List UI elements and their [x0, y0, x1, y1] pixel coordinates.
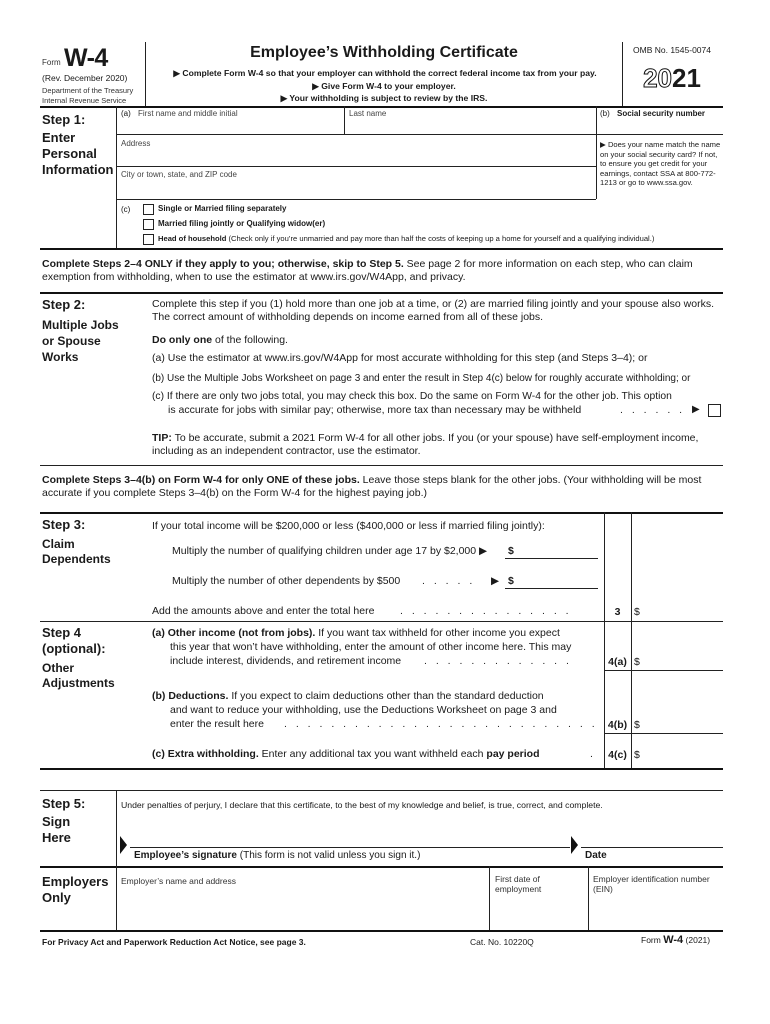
line-4c-dot: . — [590, 748, 593, 760]
notice-steps-3-4b — [42, 474, 724, 500]
filing-married-label: Married filing jointly or Qualifying widow(er) — [158, 219, 326, 228]
catalog-number: Cat. No. 10220Q — [470, 937, 534, 947]
step3-intro: If your total income will be $200,000 or less ($400,000 or less if married filing jointly): — [152, 520, 545, 532]
step2-option-c-line2: is accurate for jobs with similar pay; otherwise, more tax than necessary may be withheld — [168, 404, 582, 416]
step2-tip-bold: TIP: — [152, 432, 172, 444]
step4-title: Step 4 — [42, 625, 82, 640]
employer-name-label: Employer’s name and address — [121, 876, 236, 886]
line-4a-number: 4(a) — [608, 656, 627, 668]
filing-hoh-bold: Head of household — [158, 234, 227, 243]
line-4b-input[interactable] — [644, 717, 724, 733]
first-name-input[interactable] — [120, 120, 344, 134]
omb-number: OMB No. 1545-0074 — [633, 45, 711, 55]
step3-total-dots: . . . . . . . . . . . . . . . — [400, 605, 572, 617]
city-label: City or town, state, and ZIP code — [121, 170, 237, 179]
step2-c-arrow: ▶ — [692, 404, 700, 415]
other-dependents-amount-input[interactable] — [518, 574, 600, 589]
line-b-label: (b) — [600, 109, 610, 118]
step2-tip-text: To be accurate, submit a 2021 Form W-4 for all other jobs. If you (or your spouse) have self-employment income, including as an independent contractor, use the estimator. — [152, 432, 699, 457]
first-name-label: First name and middle initial — [138, 109, 238, 118]
perjury-statement: Under penalties of perjury, I declare that this certificate, to the best of my knowledge and belief, is true, correct, and complete. — [121, 800, 603, 810]
line-4c-text — [152, 748, 540, 761]
line-4b-text-3: enter the result here — [170, 718, 264, 730]
filing-hoh-label — [158, 234, 654, 243]
step1-subtitle-3: Information — [42, 162, 114, 177]
step3-title: Step 3: — [42, 517, 86, 532]
two-jobs-checkbox[interactable] — [708, 404, 721, 417]
line-4b-bold: (b) Deductions. — [152, 690, 229, 702]
first-date-input[interactable] — [494, 902, 588, 918]
signature-arrow — [120, 836, 127, 854]
line-4a-input[interactable] — [644, 654, 724, 670]
line-4b-number: 4(b) — [607, 719, 628, 731]
step2-subtitle-1: Multiple Jobs — [42, 318, 119, 332]
other-dependents-arrow: ▶ — [491, 575, 500, 587]
employee-signature-input[interactable] — [132, 830, 566, 848]
step1-subtitle-1: Enter — [42, 130, 76, 145]
line-4b-dollar: $ — [634, 719, 640, 731]
form-title: Employee’s Withholding Certificate — [250, 44, 518, 61]
step2-do-only — [152, 334, 288, 347]
line-4c-text-1: Enter any additional tax you want withheld each — [258, 748, 487, 760]
line-4c-dollar: $ — [634, 749, 640, 761]
step2-do-only-text: of the following. — [212, 334, 288, 346]
address-label: Address — [121, 139, 151, 148]
form-number: W-4 — [64, 44, 108, 72]
step2-leader-dots: . . . . . . — [620, 404, 686, 416]
first-date-label: First date of employment — [495, 874, 542, 894]
notice-steps-2-4 — [42, 258, 724, 284]
step2-do-only-bold: Do only one — [152, 334, 213, 346]
year-outline: 20 — [643, 63, 672, 93]
line-4c-bold: (c) Extra withholding. — [152, 748, 259, 760]
filing-single-label: Single or Married filing separately — [158, 204, 287, 213]
step4-subtitle-3: Adjustments — [42, 676, 115, 690]
city-input[interactable] — [120, 181, 594, 197]
line-4c-number: 4(c) — [608, 749, 627, 761]
line-4a-text — [152, 627, 602, 640]
step2-intro: Complete this step if you (1) hold more than one job at a time, or (2) are married filing jointly and your spouse also works. The correct amount of withholding depends on income earned from all of these jobs. — [152, 298, 715, 323]
ssa-note: ▶ Does your name match the name on your social security card? If not, to ensure you get credit for your earnings, contact SSA at 800-772-1213 or go to www.ssa.gov. — [600, 140, 721, 188]
step2-subtitle-3: Works — [42, 350, 79, 364]
footer-form-number: W-4 — [663, 934, 684, 946]
line-4a-dollar: $ — [634, 656, 640, 668]
instruction-2: ▶ Give Form W-4 to your employer. — [312, 81, 456, 91]
filing-single-checkbox[interactable] — [143, 204, 154, 215]
form-label: Form — [42, 58, 61, 67]
line-c-label: (c) — [121, 205, 131, 214]
step4-subtitle-1: (optional): — [42, 641, 106, 656]
ein-input[interactable] — [592, 902, 724, 918]
line-4a-text-2: this year that won’t have withholding, enter the amount of other income here. This may — [170, 641, 572, 653]
line-3-number: 3 — [614, 606, 621, 618]
last-name-label: Last name — [349, 109, 387, 118]
privacy-notice: For Privacy Act and Paperwork Reduction Act Notice, see page 3. — [42, 937, 306, 947]
instruction-1: ▶ Complete Form W-4 so that your employer can withhold the correct federal income tax from your pay. — [173, 68, 597, 78]
other-dependents-dots: . . . . . — [422, 575, 476, 587]
ssn-label: Social security number — [617, 109, 706, 118]
step5-title: Step 5: — [42, 796, 86, 811]
footer-form-word: Form — [641, 935, 661, 945]
employer-name-input[interactable] — [120, 890, 488, 930]
step2-subtitle-2: or Spouse — [42, 334, 101, 348]
employers-only-title-1: Employers — [42, 874, 109, 889]
notice2-text: Leave those steps blank for the other jobs. (Your withholding will be most accurate if you complete Steps 3–4(b) on the Form W-4 for the highest paying job.) — [42, 474, 702, 499]
instruction-3: ▶ Your withholding is subject to review by the IRS. — [280, 93, 488, 103]
date-arrow — [571, 836, 578, 854]
signature-date-input[interactable] — [583, 830, 722, 848]
line-4c-bold-2: pay period — [486, 748, 540, 760]
step2-option-c-line1: (c) If there are only two jobs total, you may check this box. Do the same on Form W-4 for the other job. This option — [152, 391, 672, 402]
revision-date: (Rev. December 2020) — [42, 73, 128, 83]
line-3-dollar: $ — [634, 606, 640, 618]
step3-subtitle-1: Claim — [42, 537, 75, 551]
notice1-text: See page 2 for more information on each step, who can claim exemption from withholding, when to use the estimator at www.irs.gov/W4App, and privacy. — [42, 258, 693, 283]
line-4a-bold: (a) Other income (not from jobs). — [152, 627, 316, 639]
employers-only-title-2: Only — [42, 890, 71, 905]
step4-subtitle-2: Other — [42, 661, 75, 675]
notice1-bold: Complete Steps 2–4 ONLY if they apply to you; otherwise, skip to Step 5. — [42, 258, 404, 270]
step5-subtitle-1: Sign — [42, 814, 71, 829]
line-3-input[interactable] — [644, 604, 724, 620]
last-name-input[interactable] — [348, 120, 596, 134]
ssn-input[interactable] — [600, 120, 724, 134]
line-4a-dots: . . . . . . . . . . . . . — [424, 655, 572, 667]
year-solid: 21 — [672, 63, 701, 93]
step2-title: Step 2: — [42, 297, 86, 312]
address-input[interactable] — [120, 150, 594, 166]
signature-label-note: (This form is not valid unless you sign it.) — [237, 850, 421, 861]
line-a-label: (a) — [121, 109, 131, 118]
footer-form-year: (2021) — [685, 935, 711, 945]
step1-subtitle-2: Personal — [42, 146, 97, 161]
line-4c-input[interactable] — [644, 747, 724, 763]
irs-label: Internal Revenue Service — [42, 96, 127, 105]
signature-label-bold: Employee’s signature — [134, 850, 237, 861]
date-label: Date — [585, 850, 607, 861]
line-4b-text — [152, 690, 544, 703]
ein-label: Employer identification number (EIN) — [593, 874, 710, 894]
other-dependents-label: Multiply the number of other dependents by $500 — [172, 575, 401, 587]
step3-total-label: Add the amounts above and enter the total here — [152, 605, 375, 617]
step1-title: Step 1: — [42, 112, 86, 127]
signature-label — [134, 850, 420, 861]
footer-form-id — [641, 934, 710, 946]
tax-year — [622, 63, 722, 93]
children-label: Multiply the number of qualifying children under age 17 by $2,000 ▶ — [172, 545, 488, 557]
filing-hoh-note: (Check only if you’re unmarried and pay more than half the costs of keeping up a home for yourself and a qualifying individual.) — [226, 234, 655, 243]
line-4b-text-2: and want to reduce your withholding, use the Deductions Worksheet on page 3 and — [170, 704, 557, 716]
children-amount-input[interactable] — [518, 544, 600, 559]
line-4b-text-1: If you expect to claim deductions other than the standard deduction — [228, 690, 544, 702]
notice2-bold: Complete Steps 3–4(b) on Form W-4 for only ONE of these jobs. — [42, 474, 360, 486]
children-dollar: $ — [508, 545, 514, 557]
filing-married-checkbox[interactable] — [143, 219, 154, 230]
line-4b-dots: . . . . . . . . . . . . . . . . . . . . . . . . . . . — [284, 718, 598, 730]
other-dependents-dollar: $ — [508, 575, 514, 587]
step5-subtitle-2: Here — [42, 830, 71, 845]
department: Department of the Treasury — [42, 86, 134, 95]
line-4a-text-3: include interest, dividends, and retirement income — [170, 655, 402, 667]
line-4a-text-1: If you want tax withheld for other income you expect — [315, 627, 560, 639]
step3-subtitle-2: Dependents — [42, 552, 111, 566]
step2-tip — [152, 432, 724, 458]
filing-hoh-checkbox[interactable] — [143, 234, 154, 245]
step2-option-a: (a) Use the estimator at www.irs.gov/W4App for most accurate withholding for this step (and Steps 3–4); or — [152, 352, 648, 364]
step2-option-b: (b) Use the Multiple Jobs Worksheet on page 3 and enter the result in Step 4(c) below for roughly accurate withholding; or — [152, 373, 691, 384]
